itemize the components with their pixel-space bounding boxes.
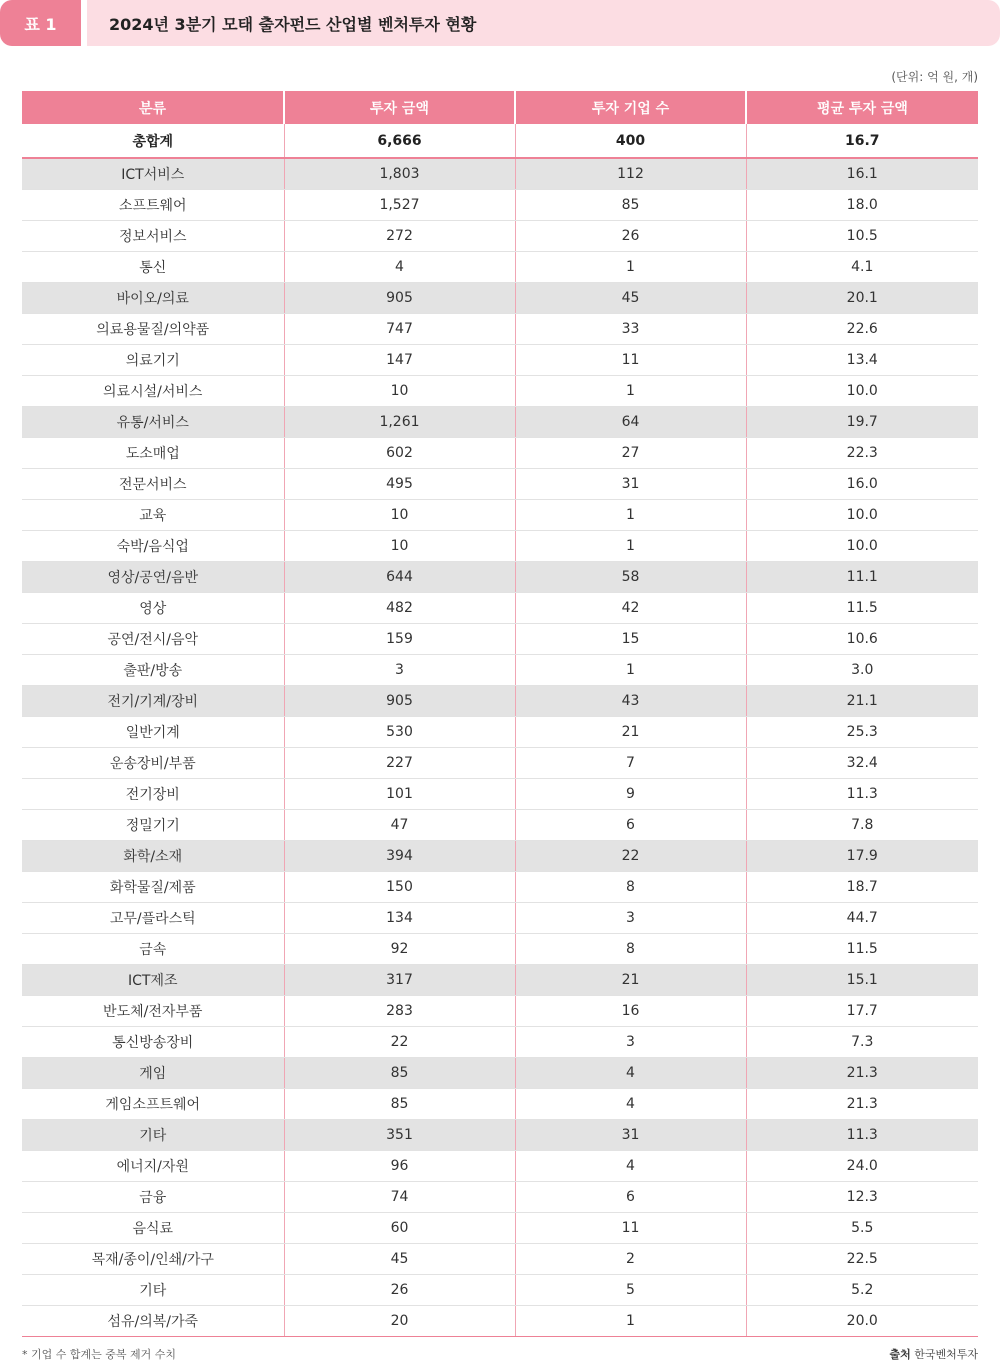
row-companies: 11 bbox=[515, 1213, 746, 1244]
row-average: 16.1 bbox=[746, 158, 978, 190]
row-amount: 1,803 bbox=[284, 158, 515, 190]
row-amount: 10 bbox=[284, 531, 515, 562]
table-row bbox=[22, 221, 978, 252]
row-amount: 74 bbox=[284, 1182, 515, 1213]
row-category: 통신 bbox=[22, 252, 284, 283]
category-row bbox=[22, 407, 978, 438]
row-companies: 1 bbox=[515, 655, 746, 686]
total-companies: 400 bbox=[515, 124, 746, 158]
table-header bbox=[0, 0, 1000, 46]
unit-note: (단위: 억 원, 개) bbox=[891, 70, 978, 84]
row-category: 유통/서비스 bbox=[22, 407, 284, 438]
category-row bbox=[22, 965, 978, 996]
row-amount: 1,527 bbox=[284, 190, 515, 221]
row-category: ICT서비스 bbox=[22, 158, 284, 190]
row-amount: 4 bbox=[284, 252, 515, 283]
row-companies: 43 bbox=[515, 686, 746, 717]
row-companies: 16 bbox=[515, 996, 746, 1027]
row-companies: 3 bbox=[515, 903, 746, 934]
header-row bbox=[22, 91, 978, 124]
row-amount: 147 bbox=[284, 345, 515, 376]
table-row bbox=[22, 903, 978, 934]
row-amount: 45 bbox=[284, 1244, 515, 1275]
row-category: 영상/공연/음반 bbox=[22, 562, 284, 593]
row-amount: 905 bbox=[284, 283, 515, 314]
row-amount: 85 bbox=[284, 1089, 515, 1120]
table-row bbox=[22, 1182, 978, 1213]
row-companies: 22 bbox=[515, 841, 746, 872]
row-amount: 495 bbox=[284, 469, 515, 500]
row-category: 일반기계 bbox=[22, 717, 284, 748]
row-category: 에너지/자원 bbox=[22, 1151, 284, 1182]
row-average: 21.3 bbox=[746, 1089, 978, 1120]
row-average: 7.3 bbox=[746, 1027, 978, 1058]
row-average: 25.3 bbox=[746, 717, 978, 748]
table-row bbox=[22, 1213, 978, 1244]
row-category: 금융 bbox=[22, 1182, 284, 1213]
row-amount: 22 bbox=[284, 1027, 515, 1058]
row-companies: 45 bbox=[515, 283, 746, 314]
row-average: 5.2 bbox=[746, 1275, 978, 1306]
table-row bbox=[22, 1089, 978, 1120]
row-companies: 1 bbox=[515, 1306, 746, 1337]
footnote: * 기업 수 합계는 중복 제거 수치 bbox=[22, 1348, 176, 1361]
row-average: 22.6 bbox=[746, 314, 978, 345]
row-companies: 21 bbox=[515, 717, 746, 748]
row-category: 소프트웨어 bbox=[22, 190, 284, 221]
row-average: 11.5 bbox=[746, 934, 978, 965]
table-row bbox=[22, 345, 978, 376]
row-average: 10.5 bbox=[746, 221, 978, 252]
source-credit bbox=[889, 1346, 978, 1362]
row-average: 18.7 bbox=[746, 872, 978, 903]
row-amount: 101 bbox=[284, 779, 515, 810]
row-category: 게임소프트웨어 bbox=[22, 1089, 284, 1120]
total-row bbox=[22, 124, 978, 158]
table-number-tag: 표 1 bbox=[0, 0, 81, 46]
row-category: 교육 bbox=[22, 500, 284, 531]
table-row bbox=[22, 779, 978, 810]
table-row bbox=[22, 314, 978, 345]
row-amount: 227 bbox=[284, 748, 515, 779]
table-row bbox=[22, 655, 978, 686]
row-amount: 644 bbox=[284, 562, 515, 593]
table-row bbox=[22, 593, 978, 624]
row-category: 영상 bbox=[22, 593, 284, 624]
table-row bbox=[22, 1306, 978, 1337]
row-companies: 58 bbox=[515, 562, 746, 593]
total-average: 16.7 bbox=[746, 124, 978, 158]
column-header-companies: 투자 기업 수 bbox=[515, 91, 746, 124]
column-header-average: 평균 투자 금액 bbox=[746, 91, 978, 124]
row-average: 10.0 bbox=[746, 376, 978, 407]
table-row bbox=[22, 190, 978, 221]
category-row bbox=[22, 158, 978, 190]
row-companies: 31 bbox=[515, 1120, 746, 1151]
row-category: 정보서비스 bbox=[22, 221, 284, 252]
row-companies: 26 bbox=[515, 221, 746, 252]
row-amount: 351 bbox=[284, 1120, 515, 1151]
row-amount: 1,261 bbox=[284, 407, 515, 438]
row-category: 화학물질/제품 bbox=[22, 872, 284, 903]
row-amount: 747 bbox=[284, 314, 515, 345]
table-row bbox=[22, 469, 978, 500]
category-row bbox=[22, 562, 978, 593]
row-amount: 602 bbox=[284, 438, 515, 469]
source-label: 출처 bbox=[889, 1348, 911, 1361]
row-companies: 64 bbox=[515, 407, 746, 438]
row-average: 16.0 bbox=[746, 469, 978, 500]
row-companies: 6 bbox=[515, 810, 746, 841]
row-category: 음식료 bbox=[22, 1213, 284, 1244]
table-row bbox=[22, 1151, 978, 1182]
row-category: 섬유/의복/가죽 bbox=[22, 1306, 284, 1337]
row-average: 7.8 bbox=[746, 810, 978, 841]
row-companies: 9 bbox=[515, 779, 746, 810]
category-row bbox=[22, 841, 978, 872]
row-average: 17.9 bbox=[746, 841, 978, 872]
table-row bbox=[22, 624, 978, 655]
row-category: 게임 bbox=[22, 1058, 284, 1089]
table-row bbox=[22, 1027, 978, 1058]
row-category: 운송장비/부품 bbox=[22, 748, 284, 779]
category-row bbox=[22, 1120, 978, 1151]
row-category: 바이오/의료 bbox=[22, 283, 284, 314]
row-companies: 4 bbox=[515, 1151, 746, 1182]
table-row bbox=[22, 1275, 978, 1306]
row-average: 19.7 bbox=[746, 407, 978, 438]
row-average: 22.5 bbox=[746, 1244, 978, 1275]
row-category: 정밀기기 bbox=[22, 810, 284, 841]
row-average: 11.1 bbox=[746, 562, 978, 593]
category-row bbox=[22, 686, 978, 717]
row-average: 12.3 bbox=[746, 1182, 978, 1213]
table-row bbox=[22, 531, 978, 562]
row-amount: 905 bbox=[284, 686, 515, 717]
row-average: 4.1 bbox=[746, 252, 978, 283]
row-amount: 10 bbox=[284, 376, 515, 407]
row-amount: 96 bbox=[284, 1151, 515, 1182]
row-category: 반도체/전자부품 bbox=[22, 996, 284, 1027]
row-amount: 20 bbox=[284, 1306, 515, 1337]
row-amount: 394 bbox=[284, 841, 515, 872]
row-amount: 92 bbox=[284, 934, 515, 965]
row-amount: 10 bbox=[284, 500, 515, 531]
row-category: 통신방송장비 bbox=[22, 1027, 284, 1058]
row-companies: 6 bbox=[515, 1182, 746, 1213]
table-row bbox=[22, 748, 978, 779]
category-row bbox=[22, 1058, 978, 1089]
row-companies: 2 bbox=[515, 1244, 746, 1275]
row-average: 24.0 bbox=[746, 1151, 978, 1182]
table-row bbox=[22, 810, 978, 841]
row-category: 목재/종이/인쇄/가구 bbox=[22, 1244, 284, 1275]
row-amount: 85 bbox=[284, 1058, 515, 1089]
row-amount: 159 bbox=[284, 624, 515, 655]
row-average: 10.0 bbox=[746, 531, 978, 562]
row-companies: 85 bbox=[515, 190, 746, 221]
row-category: 공연/전시/음악 bbox=[22, 624, 284, 655]
row-amount: 272 bbox=[284, 221, 515, 252]
row-companies: 3 bbox=[515, 1027, 746, 1058]
column-header-category: 분류 bbox=[22, 91, 284, 124]
row-category: 전문서비스 bbox=[22, 469, 284, 500]
row-category: 금속 bbox=[22, 934, 284, 965]
table-row bbox=[22, 717, 978, 748]
row-companies: 8 bbox=[515, 872, 746, 903]
row-average: 18.0 bbox=[746, 190, 978, 221]
table-row bbox=[22, 872, 978, 903]
row-companies: 1 bbox=[515, 531, 746, 562]
table-row bbox=[22, 1244, 978, 1275]
row-companies: 15 bbox=[515, 624, 746, 655]
row-average: 3.0 bbox=[746, 655, 978, 686]
row-amount: 60 bbox=[284, 1213, 515, 1244]
table-row bbox=[22, 376, 978, 407]
investment-table bbox=[22, 91, 978, 1337]
row-category: 의료용물질/의약품 bbox=[22, 314, 284, 345]
row-category: 기타 bbox=[22, 1120, 284, 1151]
row-average: 11.5 bbox=[746, 593, 978, 624]
row-category: 도소매업 bbox=[22, 438, 284, 469]
row-average: 15.1 bbox=[746, 965, 978, 996]
row-average: 21.3 bbox=[746, 1058, 978, 1089]
table-row bbox=[22, 438, 978, 469]
row-category: 전기장비 bbox=[22, 779, 284, 810]
row-companies: 5 bbox=[515, 1275, 746, 1306]
table-title: 2024년 3분기 모태 출자펀드 산업별 벤처투자 현황 bbox=[87, 0, 1000, 46]
row-average: 13.4 bbox=[746, 345, 978, 376]
row-companies: 1 bbox=[515, 376, 746, 407]
row-amount: 3 bbox=[284, 655, 515, 686]
row-companies: 27 bbox=[515, 438, 746, 469]
row-category: 전기/기계/장비 bbox=[22, 686, 284, 717]
row-average: 44.7 bbox=[746, 903, 978, 934]
row-companies: 112 bbox=[515, 158, 746, 190]
row-companies: 4 bbox=[515, 1089, 746, 1120]
table-row bbox=[22, 934, 978, 965]
row-average: 10.6 bbox=[746, 624, 978, 655]
row-amount: 134 bbox=[284, 903, 515, 934]
row-category: 숙박/음식업 bbox=[22, 531, 284, 562]
row-amount: 317 bbox=[284, 965, 515, 996]
row-amount: 530 bbox=[284, 717, 515, 748]
row-companies: 8 bbox=[515, 934, 746, 965]
row-average: 20.0 bbox=[746, 1306, 978, 1337]
row-amount: 47 bbox=[284, 810, 515, 841]
table-row bbox=[22, 996, 978, 1027]
total-label: 총합계 bbox=[22, 124, 284, 158]
row-companies: 21 bbox=[515, 965, 746, 996]
row-average: 5.5 bbox=[746, 1213, 978, 1244]
row-category: 화학/소재 bbox=[22, 841, 284, 872]
row-companies: 42 bbox=[515, 593, 746, 624]
row-category: 의료시설/서비스 bbox=[22, 376, 284, 407]
table-row bbox=[22, 500, 978, 531]
row-average: 22.3 bbox=[746, 438, 978, 469]
row-average: 11.3 bbox=[746, 779, 978, 810]
row-average: 10.0 bbox=[746, 500, 978, 531]
category-row bbox=[22, 283, 978, 314]
row-category: 기타 bbox=[22, 1275, 284, 1306]
row-average: 32.4 bbox=[746, 748, 978, 779]
row-category: 고무/플라스틱 bbox=[22, 903, 284, 934]
row-amount: 150 bbox=[284, 872, 515, 903]
row-category: 출판/방송 bbox=[22, 655, 284, 686]
row-average: 20.1 bbox=[746, 283, 978, 314]
row-amount: 482 bbox=[284, 593, 515, 624]
row-companies: 31 bbox=[515, 469, 746, 500]
total-amount: 6,666 bbox=[284, 124, 515, 158]
row-companies: 4 bbox=[515, 1058, 746, 1089]
row-average: 11.3 bbox=[746, 1120, 978, 1151]
row-companies: 11 bbox=[515, 345, 746, 376]
row-average: 17.7 bbox=[746, 996, 978, 1027]
row-companies: 1 bbox=[515, 252, 746, 283]
row-amount: 283 bbox=[284, 996, 515, 1027]
row-amount: 26 bbox=[284, 1275, 515, 1306]
row-category: ICT제조 bbox=[22, 965, 284, 996]
column-header-amount: 투자 금액 bbox=[284, 91, 515, 124]
row-category: 의료기기 bbox=[22, 345, 284, 376]
row-companies: 33 bbox=[515, 314, 746, 345]
source-text: 한국벤처투자 bbox=[914, 1348, 978, 1361]
row-average: 21.1 bbox=[746, 686, 978, 717]
table-row bbox=[22, 252, 978, 283]
row-companies: 1 bbox=[515, 500, 746, 531]
row-companies: 7 bbox=[515, 748, 746, 779]
